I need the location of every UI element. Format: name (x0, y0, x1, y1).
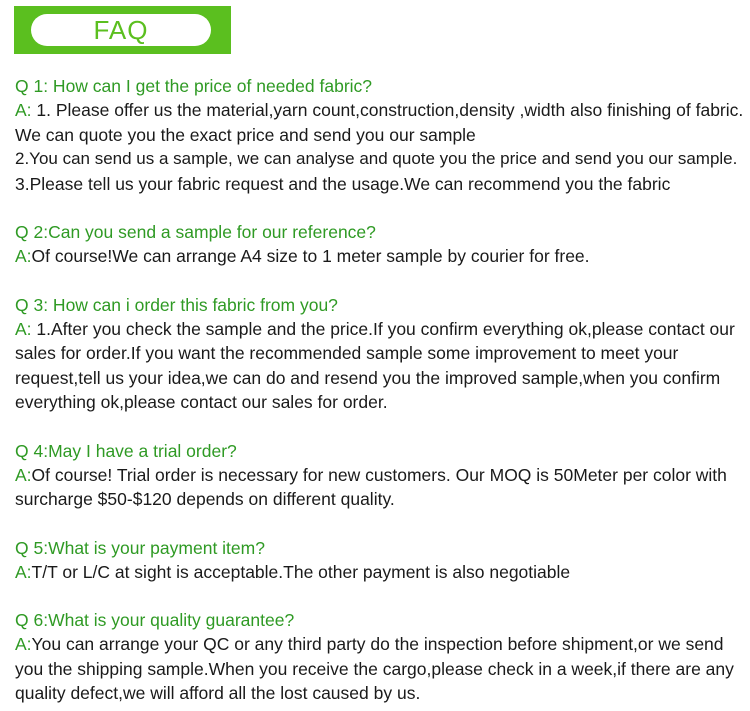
faq-answer-line (15, 657, 745, 682)
faq-spacer (15, 269, 745, 293)
answer-text: Of course! Trial order is necessary for new customers. Our MOQ is 50Meter per color with (31, 464, 727, 485)
answer-prefix: A: (15, 246, 32, 266)
answer-prefix: A: (15, 464, 32, 485)
faq-item (15, 293, 745, 415)
faq-spacer (15, 512, 745, 536)
faq-spacer (15, 415, 745, 439)
answer-text: We can quote you the exact price and send you our sample (15, 124, 476, 145)
faq-answer (15, 317, 745, 415)
faq-item (15, 439, 745, 512)
faq-answer (15, 560, 745, 585)
faq-answer-line (15, 244, 745, 269)
faq-question: Q 2:Can you send a sample for our reference? (15, 222, 376, 242)
faq-question: Q 1: How can I get the price of needed fabric? (15, 76, 373, 96)
answer-text: everything ok,please contact our sales for order. (15, 392, 388, 412)
answer-text: 1. Please offer us the material,yarn count,construction,density ,width also finishing of fabric. (31, 100, 744, 120)
answer-text: 2.You can send us a sample, we can analyse and quote you the price and send you our sample. (15, 149, 738, 168)
faq-answer-line (15, 681, 745, 706)
faq-spacer (15, 584, 745, 608)
answer-text: 3.Please tell us your fabric request and the usage.We can recommend you the fabric (15, 173, 671, 194)
faq-answer-line (15, 341, 745, 366)
answer-text: quality defect,we will afford all the lost caused by us. (15, 683, 421, 703)
faq-item (15, 536, 745, 585)
answer-text: surcharge $50-$120 depends on different quality. (15, 489, 395, 509)
faq-answer-line (15, 487, 745, 512)
answer-prefix: A: (15, 100, 32, 120)
faq-answer-line (15, 560, 745, 585)
faq-answer (15, 632, 745, 706)
answer-text: sales for order.If you want the recommended sample some improvement to meet your (15, 343, 679, 363)
faq-answer (15, 463, 745, 512)
faq-answer-line (15, 317, 745, 342)
faq-question: Q 6:What is your quality guarantee? (15, 610, 295, 630)
faq-title: FAQ (93, 14, 149, 45)
faq-answer-line (15, 147, 745, 172)
faq-question: Q 5:What is your payment item? (15, 537, 265, 558)
faq-list (15, 74, 745, 706)
faq-answer-line (15, 98, 745, 123)
faq-question: Q 3: How can i order this fabric from you? (15, 294, 338, 315)
faq-item (15, 608, 745, 706)
answer-text: you the shipping sample.When you receive the cargo,please check in a week,if there are any (15, 658, 734, 679)
faq-item (15, 220, 745, 269)
faq-header-banner (14, 6, 231, 54)
faq-answer (15, 244, 745, 269)
answer-prefix: A: (15, 561, 32, 582)
answer-prefix: A: (15, 634, 32, 654)
answer-prefix: A: (15, 318, 32, 339)
faq-question: Q 4:May I have a trial order? (15, 440, 237, 461)
faq-spacer (15, 196, 745, 220)
faq-answer-line (15, 123, 745, 148)
answer-text: Of course!We can arrange A4 size to 1 meter sample by courier for free. (31, 246, 590, 266)
faq-answer-line (15, 390, 745, 415)
answer-text: You can arrange your QC or any third party do the inspection before shipment,or we send (31, 634, 724, 654)
faq-answer-line (15, 172, 745, 197)
answer-text: T/T or L/C at sight is acceptable.The other payment is also negotiable (31, 561, 571, 582)
faq-answer (15, 98, 745, 196)
answer-text: 1.After you check the sample and the price.If you confirm everything ok,please contact our (31, 318, 735, 339)
faq-answer-line (15, 463, 745, 488)
faq-answer-line (15, 632, 745, 657)
answer-text: request,tell us your idea,we can do and resend you the improved sample,when you confirm (15, 367, 721, 388)
faq-answer-line (15, 366, 745, 391)
faq-item (15, 74, 745, 196)
faq-title-pill (31, 14, 211, 46)
